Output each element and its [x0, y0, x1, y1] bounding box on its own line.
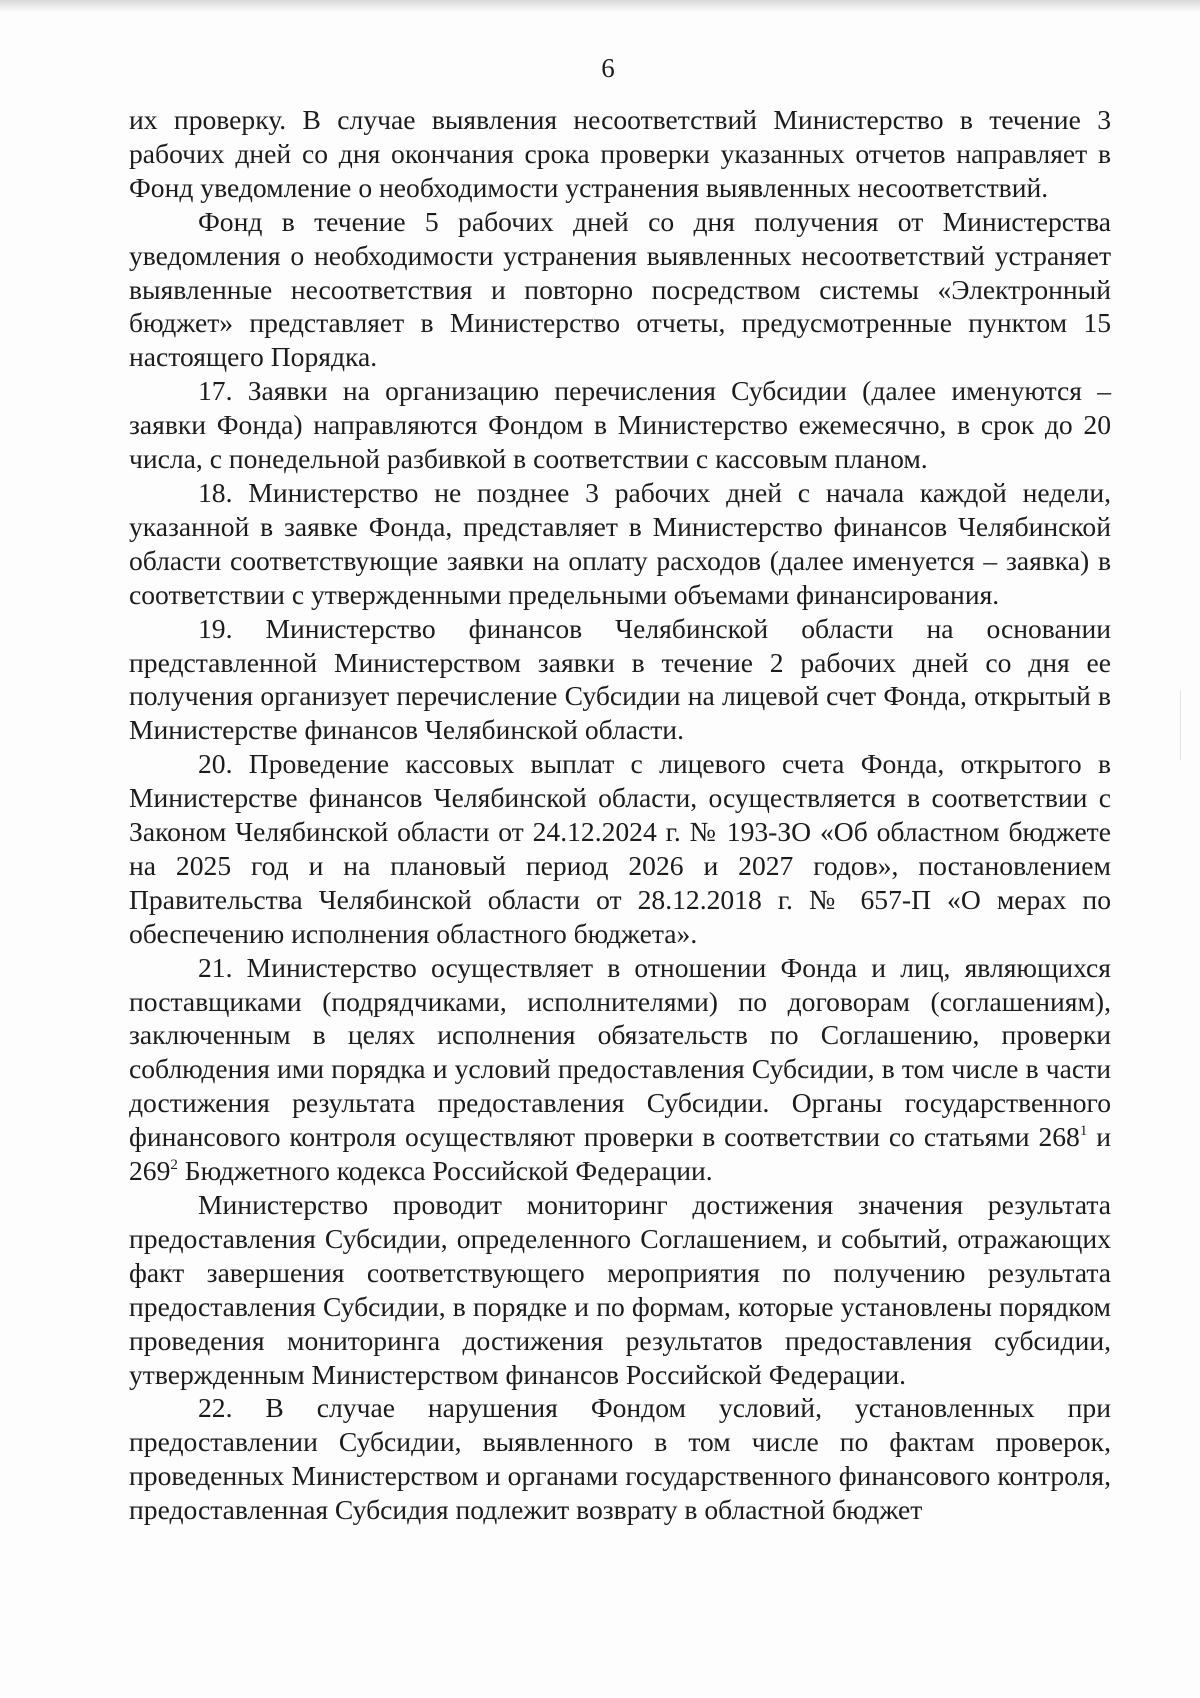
paragraph-21 [129, 951, 1111, 1188]
paragraph-22: 22. В случае нарушения Фондом условий, установленных при предоставлении Субсидии, выявленного в том числе по фактам проверок, проведенных Министерством и органами государственного финансового контроля, предоставленная Субсидия подлежит возврату в областной бюджет [129, 1392, 1111, 1526]
page-number: 6 [601, 53, 615, 83]
article-268: 268 [1038, 1121, 1080, 1153]
paragraph-monitoring: Министерство проводит мониторинг достижения значения результата предоставления Субсидии, определенного Соглашением, и событий, отражающих факт завершения соответствующего мероприятия по получению результата предоставления Субсидии, в порядке и по формам, которые установлены порядком проведения мониторинга достижения результатов предоставления субсидии, утвержденным Министерством финансов Российской Федерации. [129, 1189, 1111, 1390]
paragraph-fond-correction: Фонд в течение 5 рабочих дней со дня получения от Министерства уведомления о необходимости устранения выявленных несоответствий устраняет выявленные несоответствия и повторно посредством системы «Электронный бюджет» представляет в Министерство отчеты, предусмотренные пунктом 15 настоящего Порядка. [129, 205, 1111, 373]
paragraph-19: 19. Министерство финансов Челябинской области на основании представленной Министерством заявки в течение 2 рабочих дней со дня ее получения организует перечисление Субсидии на лицевой счет Фонда, открытый в Министерстве финансов Челябинской области. [129, 612, 1111, 746]
article-269: 269 [129, 1155, 171, 1187]
article-269-superscript: 2 [170, 1157, 178, 1174]
paragraph-17: 17. Заявки на организацию перечисления Субсидии (далее именуются – заявки Фонда) направляются Фондом в Министерство ежемесячно, в срок до 20 числа, с понедельной разбивкой в соответствии с кассовым планом. [129, 375, 1111, 475]
paragraph-continuation: их проверку. В случае выявления несоответствий Министерство в течение 3 рабочих дней со дня окончания срока проверки указанных отчетов направляет в Фонд уведомление о необходимости устранения выявленных несоответствий. [129, 104, 1111, 203]
paragraph-21-tail: Бюджетного кодекса Российской Федерации. [177, 1155, 713, 1187]
article-268-superscript: 1 [1079, 1123, 1088, 1140]
paragraph-21-conjunction: и [1087, 1121, 1111, 1153]
paragraph-20: 20. Проведение кассовых выплат с лицевого счета Фонда, открытого в Министерстве финансов Челябинской области, осуществляется в соответствии с Законом Челябинской области от 24.12.2024 г. № 193-ЗО «Об областном бюджете на 2025 год и на плановый период 2026 и 2027 годов», постановлением Правительства Челябинской области от 28.12.2018 г. № 657-П «О мерах по обеспечению исполнения областного бюджета». [129, 748, 1111, 949]
paragraph-21-text: 21. Министерство осуществляет в отношении Фонда и лиц, являющихся поставщиками (подрядчиками, исполнителями) по договорам (соглашениям), заключенным в целях исполнения обязательств по Соглашению, проверки соблюдения ими порядка и условий предоставления Субсидии, в том числе в части достижения результата предоставления Субсидии. Органы государственного финансового контроля осуществляют проверки в соответствии со статьями [129, 951, 1111, 1153]
scan-margin-mark [1180, 690, 1181, 760]
body-text [129, 103, 1111, 1527]
paragraph-18: 18. Министерство не позднее 3 рабочих дней с начала каждой недели, указанной в заявке Фонда, представляет в Министерство финансов Челябинской области соответствующие заявки на оплату расходов (далее именуется – заявка) в соответствии с утвержденными предельными объемами финансирования. [129, 476, 1111, 610]
scan-edge [0, 0, 1200, 12]
